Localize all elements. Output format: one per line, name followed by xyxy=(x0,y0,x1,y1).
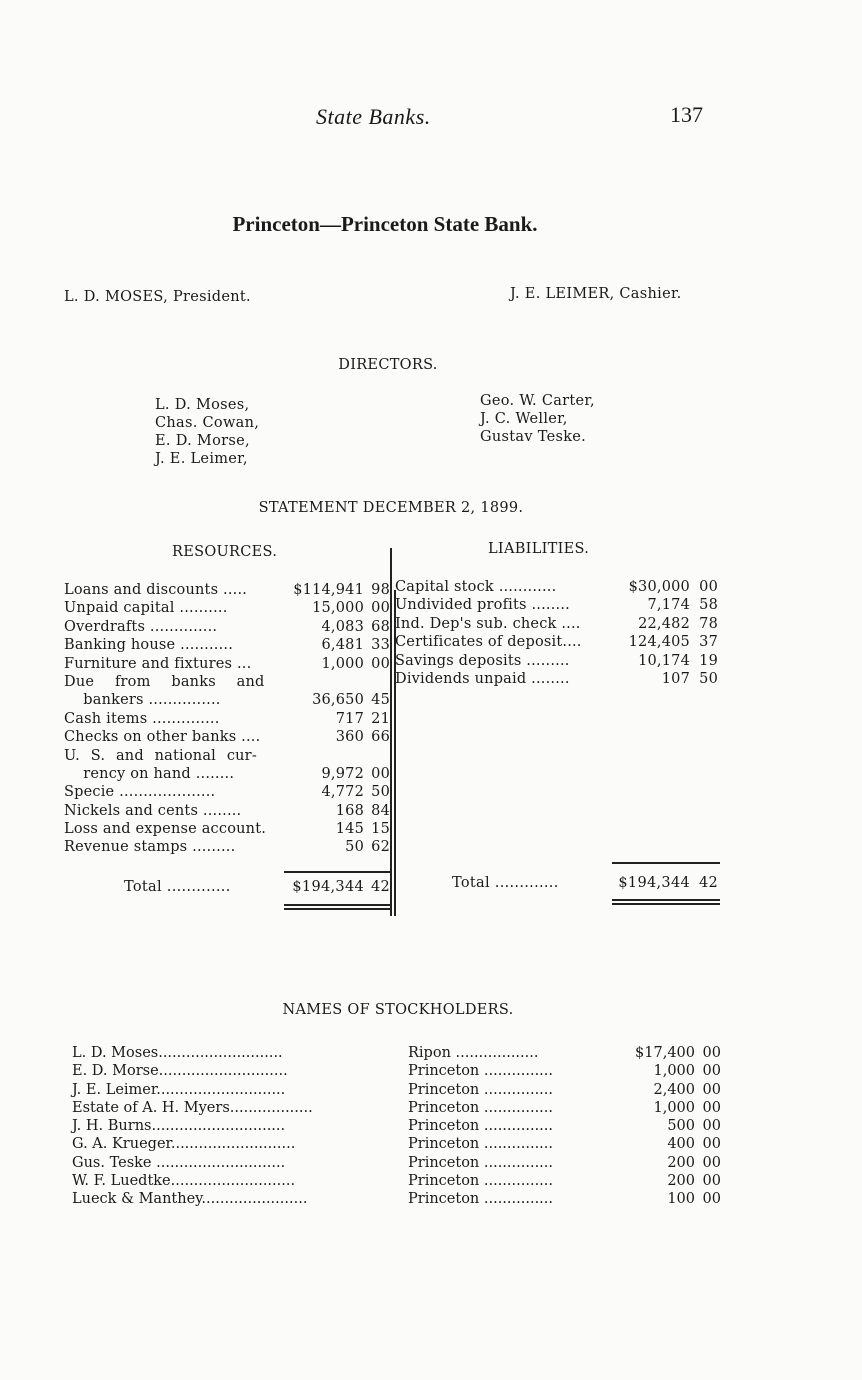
item-cents: 37 xyxy=(699,634,718,651)
director: Chas. Cowan, xyxy=(155,415,260,431)
item-dollars: 9,972 xyxy=(321,765,364,782)
stockholder-name: Gus. Teske ............................ xyxy=(72,1154,286,1171)
stockholder-dollars: 200 xyxy=(667,1173,695,1190)
stockholder-cents: 00 xyxy=(702,1081,721,1098)
resources-heading: RESOURCES. xyxy=(172,544,278,560)
table-row xyxy=(64,674,394,692)
stockholder-place: Princeton ............... xyxy=(408,1081,554,1098)
stockholder-name: E. D. Morse............................ xyxy=(72,1063,288,1080)
table-row xyxy=(395,653,725,671)
resources-table xyxy=(64,582,394,858)
item-cents: 98 xyxy=(371,582,390,598)
stockholder-place: Princeton ............... xyxy=(408,1191,554,1208)
item-dollars: 10,174 xyxy=(638,652,690,669)
item-dollars: 22,482 xyxy=(638,615,690,632)
liabilities-double-rule xyxy=(612,903,720,905)
resources-sum-rule xyxy=(284,871,392,873)
stockholder-place: Princeton ............... xyxy=(408,1136,554,1153)
stockholder-name: G. A. Krueger........................... xyxy=(72,1136,296,1153)
item-cents: 58 xyxy=(699,597,718,614)
table-row xyxy=(64,748,394,766)
director: L. D. Moses, xyxy=(155,397,250,413)
stockholder-dollars: $17,400 xyxy=(635,1045,695,1061)
item-cents: 84 xyxy=(371,802,390,819)
director: J. C. Weller, xyxy=(480,411,568,427)
liabilities-table xyxy=(395,579,725,689)
item-label: Savings deposits ......... xyxy=(395,652,570,669)
stockholder-dollars: 1,000 xyxy=(653,1099,695,1116)
item-cents: 68 xyxy=(371,618,390,635)
item-cents: 66 xyxy=(371,729,390,746)
item-label: Banking house ........... xyxy=(64,637,234,654)
statement-heading: STATEMENT DECEMBER 2, 1899. xyxy=(258,500,524,516)
director: Gustav Teske. xyxy=(480,429,587,445)
director: E. D. Morse, xyxy=(155,433,250,449)
table-row xyxy=(72,1100,732,1118)
stockholder-cents: 00 xyxy=(702,1118,721,1135)
item-dollars: 4,772 xyxy=(321,784,364,801)
item-dollars: 124,405 xyxy=(628,634,690,651)
table-row xyxy=(72,1082,732,1100)
table-row xyxy=(64,711,394,729)
item-dollars: 50 xyxy=(345,839,364,856)
liabilities-double-rule xyxy=(612,899,720,901)
table-row xyxy=(64,821,394,839)
stockholder-cents: 00 xyxy=(702,1099,721,1116)
resources-total-label: Total ............. xyxy=(124,879,231,895)
stockholder-place: Princeton ............... xyxy=(408,1118,554,1135)
directors-heading: DIRECTORS. xyxy=(338,357,438,373)
table-row xyxy=(72,1173,732,1191)
table-row xyxy=(64,637,394,655)
cashier: J. E. LEIMER, Cashier. xyxy=(510,286,682,302)
table-row xyxy=(72,1045,732,1063)
item-cents: 00 xyxy=(371,765,390,782)
stockholder-name: L. D. Moses........................... xyxy=(72,1045,283,1061)
item-dollars: 7,174 xyxy=(647,597,690,614)
item-dollars: 107 xyxy=(661,670,690,687)
directors-right xyxy=(480,392,595,446)
table-row xyxy=(72,1118,732,1136)
liabilities-total-dollars: $194,344 xyxy=(618,875,690,891)
item-label: Ind. Dep's sub. check .... xyxy=(395,615,581,632)
table-row xyxy=(64,729,394,747)
item-cents: 19 xyxy=(699,652,718,669)
table-row xyxy=(64,600,394,618)
item-dollars: $30,000 xyxy=(628,579,690,595)
item-label: Loss and expense account. xyxy=(64,821,267,838)
table-row xyxy=(64,784,394,802)
item-dollars: 4,083 xyxy=(321,618,364,635)
liabilities-total-label: Total ............. xyxy=(452,875,559,891)
stockholders-table xyxy=(72,1045,732,1210)
item-label: rency on hand ........ xyxy=(64,765,235,782)
stockholder-dollars: 2,400 xyxy=(653,1081,695,1098)
item-dollars: 6,481 xyxy=(321,637,364,654)
item-dollars: 360 xyxy=(335,729,364,746)
table-row xyxy=(64,766,394,784)
item-dollars: 168 xyxy=(335,802,364,819)
item-cents: 00 xyxy=(371,600,390,617)
item-dollars: 36,650 xyxy=(312,692,364,709)
item-dollars: 717 xyxy=(335,710,364,727)
item-label: Nickels and cents ........ xyxy=(64,802,242,819)
table-row xyxy=(64,839,394,857)
table-row xyxy=(395,634,725,652)
item-label: Certificates of deposit.... xyxy=(395,634,582,651)
item-label: Due from banks and xyxy=(64,673,265,690)
stockholder-dollars: 100 xyxy=(667,1191,695,1208)
item-cents: 62 xyxy=(371,839,390,856)
table-row xyxy=(72,1191,732,1209)
item-label: Dividends unpaid ........ xyxy=(395,670,570,687)
stockholder-cents: 00 xyxy=(702,1045,721,1061)
table-row xyxy=(72,1136,732,1154)
stockholder-name: W. F. Luedtke........................... xyxy=(72,1173,296,1190)
running-title: State Banks. xyxy=(316,104,431,129)
item-label: Specie .................... xyxy=(64,784,216,801)
item-label: U. S. and national cur- xyxy=(64,747,257,764)
table-row xyxy=(72,1063,732,1081)
stockholder-place: Princeton ............... xyxy=(408,1099,554,1116)
item-label: Capital stock ............ xyxy=(395,579,557,595)
stockholder-name: Estate of A. H. Myers.................. xyxy=(72,1099,313,1116)
item-label: Undivided profits ........ xyxy=(395,597,570,614)
item-label: Unpaid capital .......... xyxy=(64,600,228,617)
table-row xyxy=(395,579,725,597)
stockholder-place: Princeton ............... xyxy=(408,1063,554,1080)
page-title: Princeton—Princeton State Bank. xyxy=(232,212,538,236)
page-number: 137 xyxy=(670,102,703,127)
stockholder-dollars: 500 xyxy=(667,1118,695,1135)
liabilities-sum-rule xyxy=(612,862,720,864)
item-dollars: 1,000 xyxy=(321,655,364,672)
stockholder-cents: 00 xyxy=(702,1154,721,1171)
stockholder-dollars: 200 xyxy=(667,1154,695,1171)
item-cents: 33 xyxy=(371,637,390,654)
stockholder-cents: 00 xyxy=(702,1063,721,1080)
resources-double-rule xyxy=(284,908,392,910)
item-label: Cash items .............. xyxy=(64,710,220,727)
table-row xyxy=(395,671,725,689)
stockholder-name: J. E. Leimer............................ xyxy=(72,1081,286,1098)
table-row xyxy=(64,692,394,710)
resources-total-cents: 42 xyxy=(370,879,390,895)
item-label: bankers ............... xyxy=(64,692,221,709)
stockholder-place: Ripon .................. xyxy=(408,1045,539,1061)
table-row xyxy=(395,616,725,634)
liabilities-heading: LIABILITIES. xyxy=(488,541,590,557)
resources-total-dollars: $194,344 xyxy=(292,879,364,895)
item-label: Furniture and fixtures ... xyxy=(64,655,252,672)
item-cents: 00 xyxy=(699,579,718,595)
president: L. D. MOSES, President. xyxy=(64,289,251,305)
stockholder-name: J. H. Burns............................. xyxy=(72,1118,286,1135)
item-dollars: 145 xyxy=(335,821,364,838)
stockholder-place: Princeton ............... xyxy=(408,1173,554,1190)
table-row xyxy=(72,1155,732,1173)
table-row xyxy=(64,582,394,600)
item-dollars: 15,000 xyxy=(312,600,364,617)
item-cents: 50 xyxy=(699,670,718,687)
item-cents: 78 xyxy=(699,615,718,632)
item-label: Checks on other banks .... xyxy=(64,729,261,746)
resources-double-rule xyxy=(284,904,392,906)
stockholder-name: Lueck & Manthey....................... xyxy=(72,1191,308,1208)
stockholder-dollars: 1,000 xyxy=(653,1063,695,1080)
item-cents: 21 xyxy=(371,710,390,727)
stockholder-cents: 00 xyxy=(702,1136,721,1153)
stockholder-place: Princeton ............... xyxy=(408,1154,554,1171)
stockholder-cents: 00 xyxy=(702,1191,721,1208)
item-label: Overdrafts .............. xyxy=(64,618,218,635)
directors-left xyxy=(155,396,259,468)
item-cents: 15 xyxy=(371,821,390,838)
table-row xyxy=(395,597,725,615)
item-label: Revenue stamps ......... xyxy=(64,839,236,856)
item-cents: 45 xyxy=(371,692,390,709)
director: J. E. Leimer, xyxy=(155,451,248,467)
table-row xyxy=(64,656,394,674)
item-label: Loans and discounts ..... xyxy=(64,582,248,598)
item-cents: 00 xyxy=(371,655,390,672)
item-dollars: $114,941 xyxy=(293,582,364,598)
liabilities-total-cents: 42 xyxy=(698,875,718,891)
stockholder-dollars: 400 xyxy=(667,1136,695,1153)
item-cents: 50 xyxy=(371,784,390,801)
stockholder-cents: 00 xyxy=(702,1173,721,1190)
director: Geo. W. Carter, xyxy=(480,393,595,409)
table-row xyxy=(64,619,394,637)
stockholders-heading: NAMES OF STOCKHOLDERS. xyxy=(282,1002,514,1018)
table-row xyxy=(64,803,394,821)
